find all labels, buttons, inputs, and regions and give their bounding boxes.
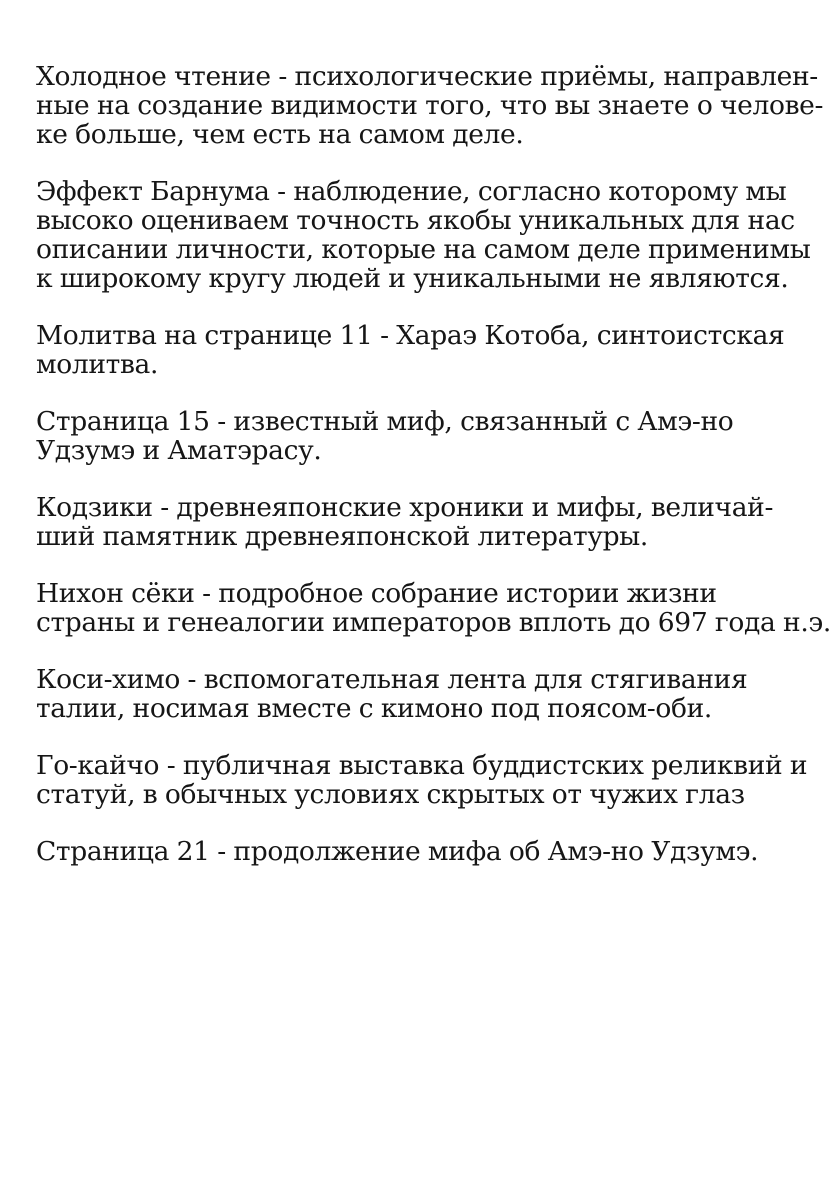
note-page-21 — [36, 837, 826, 866]
note-line: Нихон сёки - подробное собрание истории жизни — [36, 578, 717, 609]
note-line: Коси-химо - вспомогательная лента для стягивания — [36, 664, 748, 695]
note-line: Го-кайчо - публичная выставка буддистских реликвий и — [36, 750, 808, 781]
note-go-kaicho — [36, 751, 826, 809]
note-line: высоко оцениваем точность якобы уникальных для нас — [36, 205, 795, 236]
glossary-notes — [36, 61, 831, 894]
note-line: ные на создание видимости того, что вы знаете о челове- — [36, 90, 824, 121]
note-line: статуй, в обычных условиях скрытых от чужих глаз — [36, 779, 745, 810]
note-line: Кодзики - древнеяпонские хроники и мифы, величай- — [36, 492, 774, 523]
note-nihon-shoki — [36, 578, 831, 638]
note-line: Холодное чтение - психологические приёмы, направлен- — [36, 61, 818, 92]
note-line: ший памятник древнеяпонской литературы. — [36, 521, 648, 552]
note-line: талии, носимая вместе с кимоно под поясом-оби. — [36, 693, 713, 724]
note-line: описании личности, которые на самом деле применимы — [36, 234, 811, 265]
note-koshi-himo — [36, 665, 826, 723]
note-line: Эффект Барнума - наблюдение, согласно которому мы — [36, 176, 787, 207]
note-line: страны и генеалогии императоров вплоть до 697 года н.э. — [36, 607, 831, 638]
note-line: ке больше, чем есть на самом деле. — [36, 119, 524, 150]
note-line: Молитва на странице 11 - Хараэ Котоба, синтоистская — [36, 320, 785, 351]
note-prayer-page-11 — [36, 321, 826, 379]
note-cold-reading — [36, 62, 826, 149]
note-line: молитва. — [36, 349, 159, 380]
note-line: Удзумэ и Аматэрасу. — [36, 435, 322, 466]
note-page-15 — [36, 407, 826, 465]
note-kojiki — [36, 493, 826, 551]
note-line: Страница 15 - известный миф, связанный с Амэ-но — [36, 406, 734, 437]
note-barnum-effect — [36, 177, 826, 293]
note-line: к широкому кругу людей и уникальными не являются. — [36, 263, 789, 294]
note-line: Страница 21 - продолжение мифа об Амэ-но Удзумэ. — [36, 836, 759, 867]
